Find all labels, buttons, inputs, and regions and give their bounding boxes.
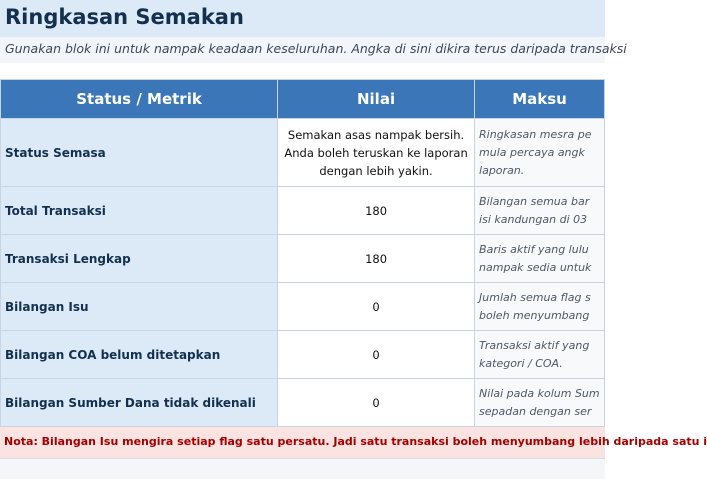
- summary-table: [0, 79, 605, 427]
- description-line: Jumlah semua flag s: [479, 290, 591, 304]
- description-cell[interactable]: [475, 235, 605, 283]
- empty-sheet-area: [0, 458, 605, 479]
- metric-cell[interactable]: Bilangan Sumber Dana tidak dikenali: [1, 379, 278, 427]
- value-cell[interactable]: 0: [278, 283, 475, 331]
- description-line: nampak sedia untuk: [479, 260, 592, 274]
- table-row: [1, 119, 605, 187]
- title-bar: [0, 0, 605, 37]
- metric-cell[interactable]: Transaksi Lengkap: [1, 235, 278, 283]
- subtitle-text: Gunakan blok ini untuk nampak keadaan keseluruhan. Angka di sini dikira terus daripada transaksi: [5, 41, 627, 56]
- header-nilai[interactable]: Nilai: [278, 80, 475, 119]
- metric-cell[interactable]: Bilangan Isu: [1, 283, 278, 331]
- metric-cell[interactable]: Status Semasa: [1, 119, 278, 187]
- table-row: [1, 187, 605, 235]
- page-title: Ringkasan Semakan: [5, 5, 244, 29]
- table-row: [1, 235, 605, 283]
- description-cell[interactable]: [475, 187, 605, 235]
- description-cell[interactable]: [475, 119, 605, 187]
- description-cell[interactable]: [475, 379, 605, 427]
- value-cell[interactable]: 0: [278, 331, 475, 379]
- description-line: Bilangan semua bar: [479, 194, 590, 208]
- table-row: [1, 283, 605, 331]
- spacer: [0, 63, 605, 79]
- note-bar: [0, 427, 707, 458]
- table-row: [1, 379, 605, 427]
- metric-cell[interactable]: Bilangan COA belum ditetapkan: [1, 331, 278, 379]
- description-line: sepadan dengan ser: [479, 404, 592, 418]
- value-cell[interactable]: 180: [278, 187, 475, 235]
- description-line: mula percaya angk: [479, 145, 585, 159]
- note-text: Nota: Bilangan Isu mengira setiap flag satu persatu. Jadi satu transaksi boleh menyumbang lebih daripada satu i: [4, 435, 707, 448]
- value-cell[interactable]: 0: [278, 379, 475, 427]
- description-line: Nilai pada kolum Sum: [479, 386, 600, 400]
- description-line: kategori / COA.: [479, 356, 563, 370]
- value-cell[interactable]: 180: [278, 235, 475, 283]
- table-row: [1, 331, 605, 379]
- description-line: Ringkasan mesra pe: [479, 127, 592, 141]
- header-status-metric[interactable]: Status / Metrik: [1, 80, 278, 119]
- header-maksud[interactable]: Maksu: [475, 80, 605, 119]
- header-row: [1, 80, 605, 119]
- description-line: laporan.: [479, 163, 525, 177]
- value-cell[interactable]: Semakan asas nampak bersih. Anda boleh teruskan ke laporan dengan lebih yakin.: [278, 119, 475, 187]
- description-cell[interactable]: [475, 283, 605, 331]
- description-line: Transaksi aktif yang: [479, 338, 590, 352]
- metric-cell[interactable]: Total Transaksi: [1, 187, 278, 235]
- subtitle-bar: [0, 37, 627, 63]
- description-line: Baris aktif yang lulu: [479, 242, 589, 256]
- description-line: boleh menyumbang: [479, 308, 590, 322]
- description-cell[interactable]: [475, 331, 605, 379]
- description-line: isi kandungan di 03: [479, 212, 588, 226]
